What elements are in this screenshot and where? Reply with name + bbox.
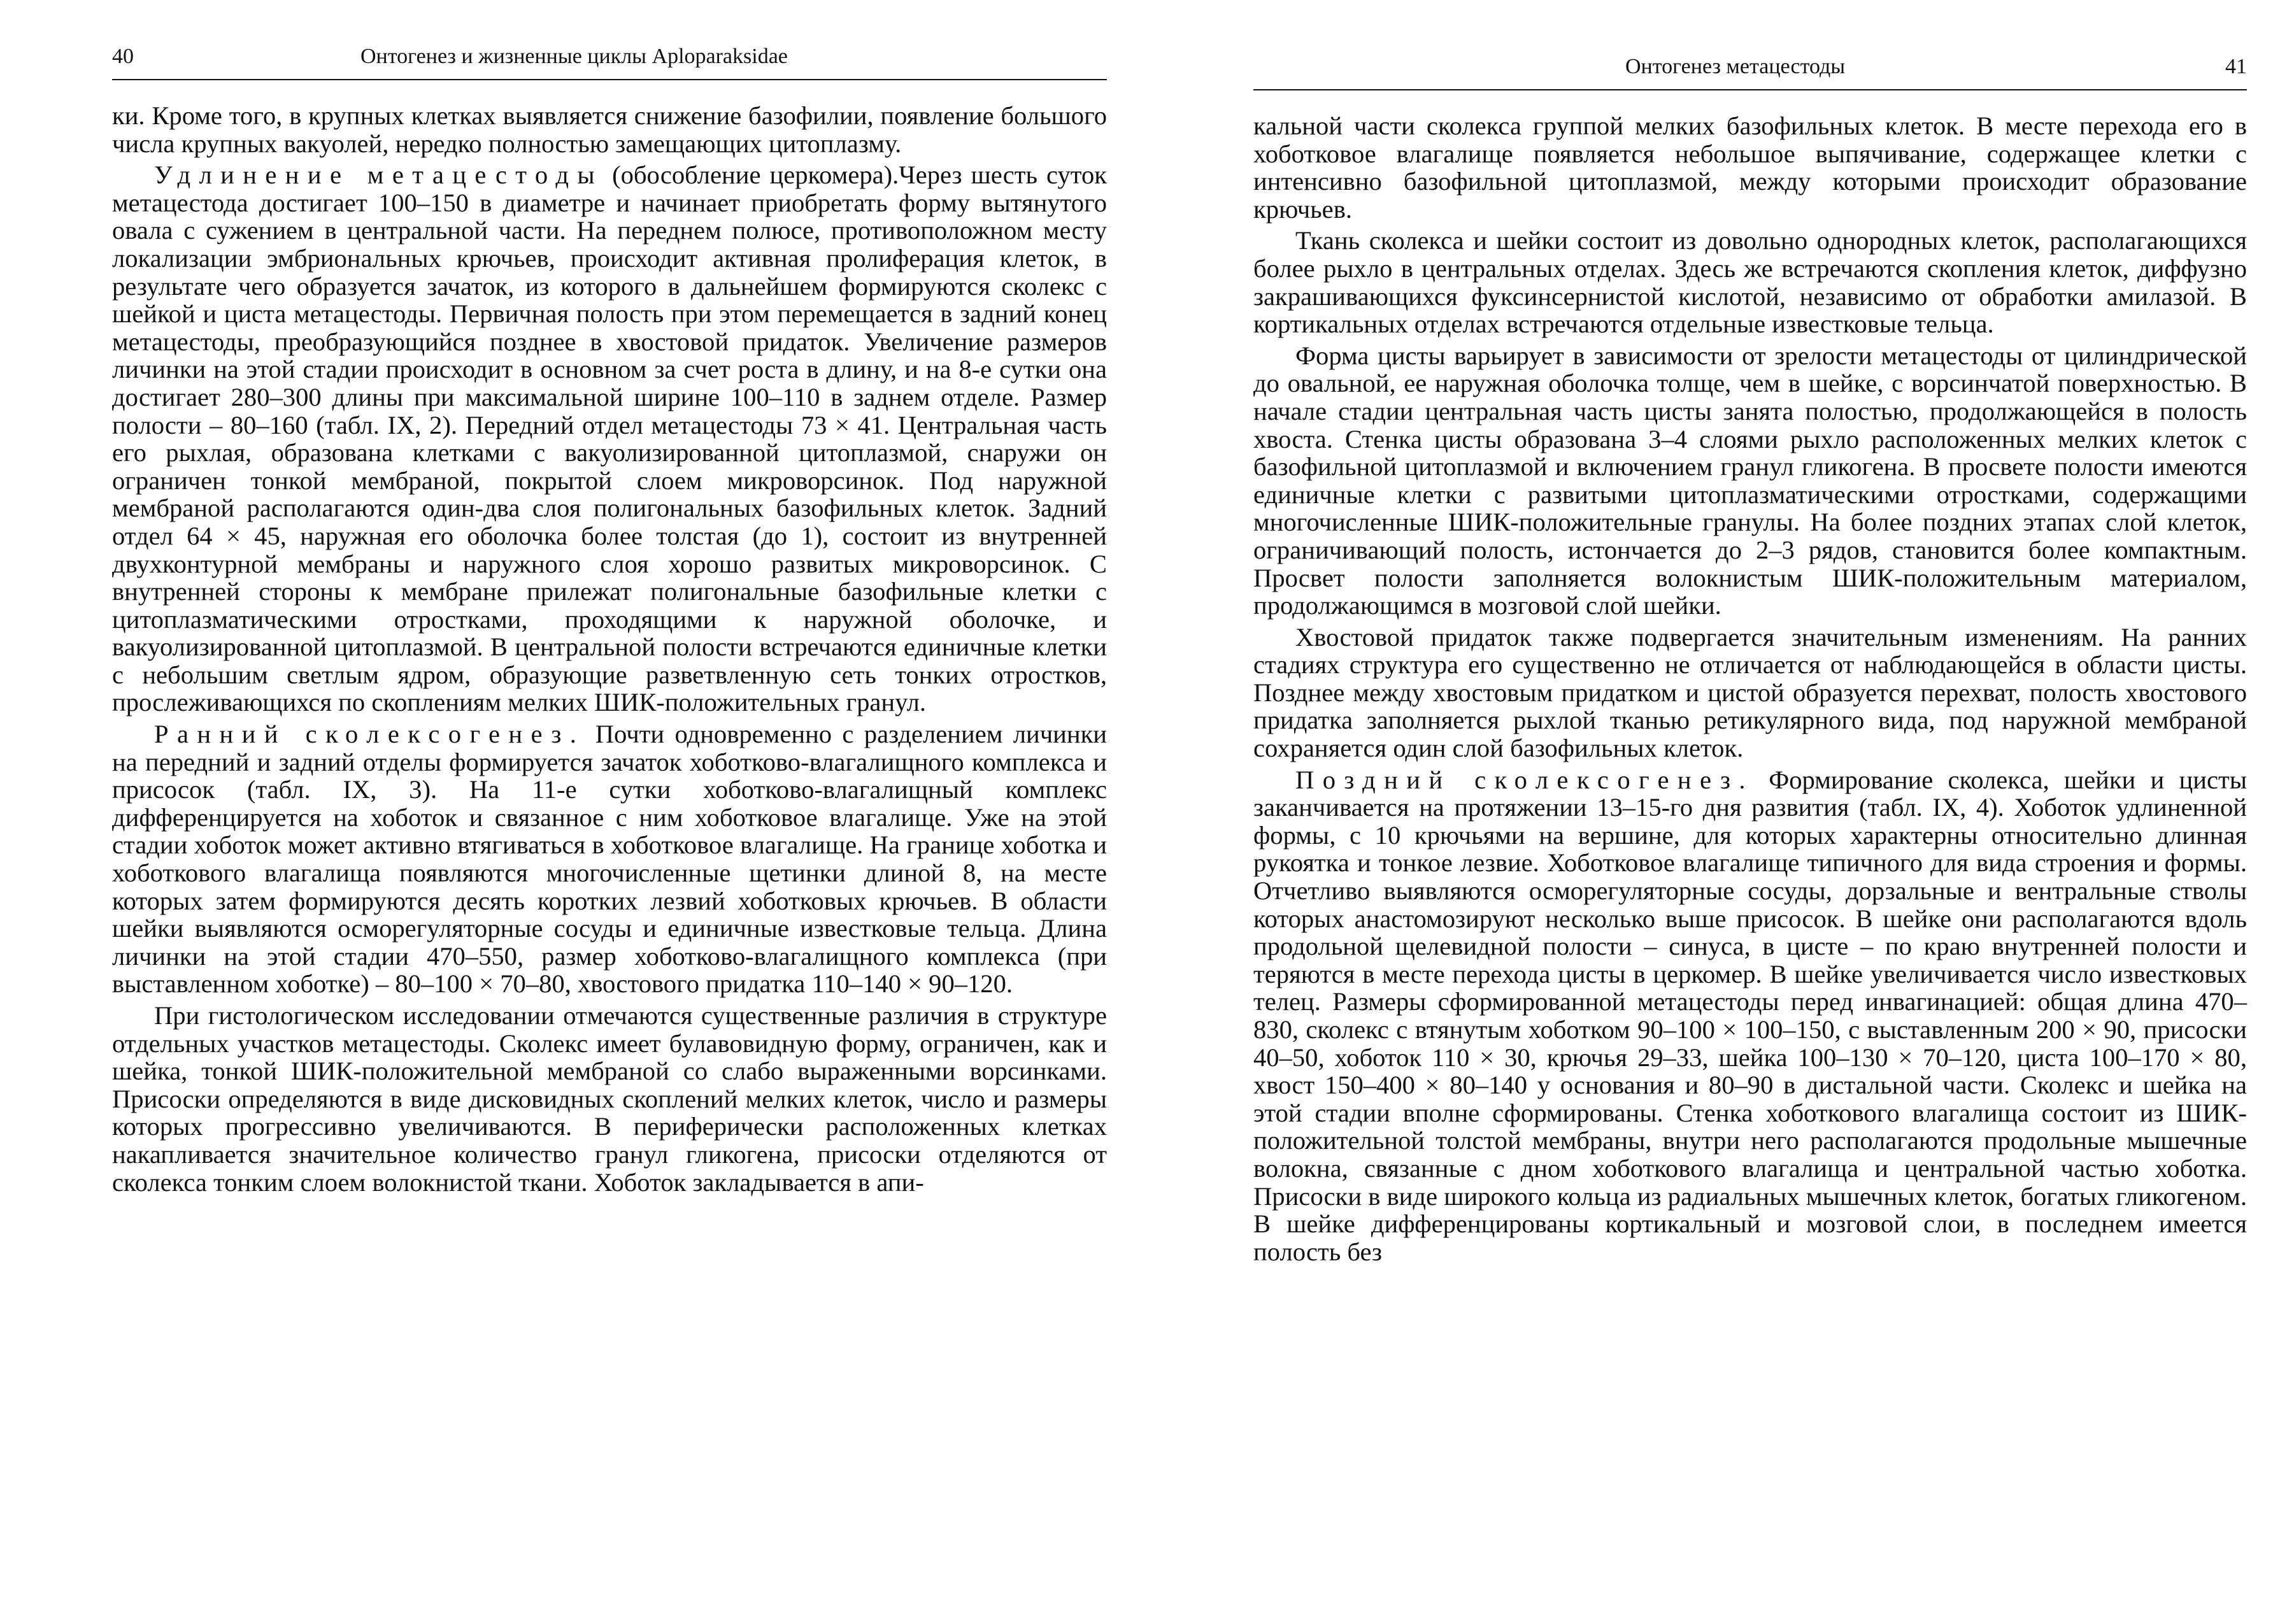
paragraph-text: (обособление церкомера).Через шесть суток метацестода достигает 100–150 в диаметре и начинает приобретать форму вытянутого овала с сужением в центральной части. На переднем полюсе, противоположном месту локализации эмбриональных крючьев, происходит активная пролиферация клеток, в результате чего образуется зачаток, из которого в дальнейшем формируются сколекс с шейкой и циста метацестоды. Первичная полость при этом перемещается в задний конец метацестоды, преобразующийся позднее в хвостовой придаток. Увеличение размеров личинки на этой стадии происходит в основном за счет роста в длину, и на 8-е сутки она достигает 280–300 длины при максимальной ширине 100–110 в заднем отделе. Размер полости – 80–160 (табл. IX, 2). Передний отдел метацестоды 73 × 41. Центральная часть его рыхлая, образована клетками с вакуолизированной цитоплазмой, снаружи он ограничен тонкой мембраной, покрытой слоем микроворсинок. Под наружной мембраной располагаются один-два слоя полигональных базофильных клеток. Задний отдел 64 × 45, наружная его оболочка более толстая (до 1), состоит из внутренней двухконтурной мембраны и наружного слоя хорошо развитых микроворсинок. С внутренней стороны к мембране прилежат полигональные базофильные клетки с цитоплазматическими отростками, проходящими к наружной оболочке, и вакуолизированной цитоплазмой. В центральной полости встречаются единичные клетки с небольшим светлым ядром, образующие разветвленную сеть тонких отростков, прослеживающихся по скоплениям мелких ШИК-положительных гранул. bbox=[112, 160, 1108, 717]
paragraph-text: Ткань сколекса и шейки состоит из довольно однородных клеток, располагающихся более рыхло в центральных отделах. Здесь же встречаются скопления клеток, диффузно закрашивающихся фуксинсернистой кислотой, независимо от обработки амилазой. В кортикальных отделах встречаются отдельные известковые тельца. bbox=[1253, 226, 2247, 339]
paragraph-text: кальной части сколекса группой мелких базофильных клеток. В месте перехода его в хоботковое влагалище появляется небольшое выпячивание, содержащее клетки с интенсивно базофильной цитоплазмой, между которыми происходит образование крючьев. bbox=[1253, 111, 2247, 224]
section-lead: Поздний сколексогенез. bbox=[1295, 765, 1754, 794]
left-page-body bbox=[112, 102, 1107, 1196]
paragraph bbox=[1253, 227, 2247, 338]
paragraph-text: Форма цисты варьирует в зависимости от зрелости метацестоды от цилиндрической до овальной, ее наружная оболочка толще, чем в шейке, с ворсинчатой поверхностью. В начале стадии центральная часть цисты занята полостью, продолжающейся в полость хвоста. Стенка цисты образована 3–4 слоями рыхло расположенных мелких клеток с базофильной цитоплазмой и включением гранул гликогена. В просвете полости имеются единичные клетки с развитыми цитоплазматическими отростками, содержащими многочисленные ШИК-положительные гранулы. На более поздних этапах слой клеток, ограничивающий полость, истончается до 2–3 рядов, становится более компактным. Просвет полости заполняется волокнистым ШИК-положительным материалом, продолжающимся в мозговой слой шейки. bbox=[1253, 341, 2247, 620]
right-page-body bbox=[1253, 112, 2247, 1265]
paragraph-text: Формирование сколекса, шейки и цисты заканчивается на протяжении 13–15-го дня развития (табл. IX, 4). Хоботок удлиненной формы, с 10 крючьями на вершине, для которых характерны относительно длинная рукоятка и тонкое лезвие. Хоботковое влагалище типичного для вида строения и формы. Отчетливо выявляются осморегуляторные сосуды, дорзальные и вентральные стволы которых анастомозируют несколько выше присосок. В шейке они располагаются вдоль продольной щелевидной полости – синуса, в цисте – по краю внутренней полости и теряются в месте перехода цисты в церкомер. В шейке увеличивается число известковых телец. Размеры сформированной метацестоды перед инвагинацией: общая длина 470–830, сколекс с втянутым хоботком 90–100 × 100–150, с выставленным 200 × 90, присоски 40–50, хоботок 110 × 30, крючья 29–33, шейка 100–130 × 70–120, циста 100–170 × 80, хвост 150–400 × 80–140 у основания и 80–90 в дистальной части. Сколекс и шейка на этой стадии вполне сформированы. Стенка хоботкового влагалища состоит из ШИК-положительной толстой мембраны, внутри него располагаются продольные мышечные волокна, связанные с дном хоботкового влагалища и центральной частью хоботка. Присоски в виде широкого кольца из радиальных мышечных клеток, богатых гликогеном. В шейке дифференцированы кортикальный и мозговой слои, в последнем имеется полость без bbox=[1253, 765, 2247, 1266]
right-page-number: 41 bbox=[2225, 55, 2247, 78]
paragraph bbox=[1253, 112, 2247, 223]
paragraph bbox=[1253, 342, 2247, 620]
right-running-title: Онтогенез метацестоды bbox=[1625, 55, 1846, 78]
paragraph bbox=[1253, 623, 2247, 762]
paragraph-text: Почти одновременно с разделением личинки на передний и задний отделы формируется зачаток хоботково-влагалищного комплекса и присосок (табл. IX, 3). На 11-е сутки хоботково-влагалищный комплекс дифференцируется на хоботок и связанное с ним хоботковое влагалище. Уже на этой стадии хоботок может активно втягиваться в хоботковое влагалище. На границе хоботка и хоботкового влагалища появляются многочисленные щетинки длиной 8, на месте которых затем формируются десять коротких лезвий хоботковых крючьев. В области шейки выявляются осморегуляторные сосуды и единичные известковые тельца. Длина личинки на этой стадии 470–550, размер хоботково-влагалищного комплекса (при выставленном хоботке) – 80–100 × 70–80, хвостового придатка 110–140 × 90–120. bbox=[112, 720, 1107, 999]
paragraph-text: При гистологическом исследовании отмечаются существенные различия в структуре отдельных участков метацестоды. Сколекс имеет булавовидную форму, ограничен, как и шейка, тонкой ШИК-положительной мембраной со слабо выраженными ворсинками. Присоски определяются в виде дисковидных скоплений мелких клеток, число и размеры которых прогрессивно увеличиваются. В периферически расположенных клетках накапливается значительное количество гранул гликогена, присоски отделяются от сколекса тонким слоем волокнистой ткани. Хоботок закладывается в апи- bbox=[112, 1001, 1107, 1197]
paragraph bbox=[1253, 766, 2247, 1266]
left-page-header bbox=[112, 34, 1107, 80]
right-page bbox=[1140, 0, 2280, 1624]
paragraph bbox=[112, 102, 1107, 157]
paragraph bbox=[112, 1002, 1107, 1196]
left-page-number: 40 bbox=[112, 45, 134, 68]
section-lead: Ранний сколексогенез. bbox=[154, 720, 585, 749]
right-page-header bbox=[1253, 45, 2247, 90]
paragraph bbox=[112, 161, 1107, 716]
paragraph bbox=[112, 720, 1107, 998]
paragraph-text: ки. Кроме того, в крупных клетках выявляется снижение базофилии, появление большого числа крупных вакуолей, нередко полностью замещающих цитоплазму. bbox=[112, 101, 1107, 158]
paragraph-text: Хвостовой придаток также подвергается значительным изменениям. На ранних стадиях структура его существенно не отличается от наблюдающейся в области цисты. Позднее между хвостовым придатком и цистой образуется перехват, полость хвостового придатка заполняется рыхлой тканью ретикулярного вида, под наружной мембраной сохраняется один слой базофильных клеток. bbox=[1253, 622, 2247, 763]
left-running-title: Онтогенез и жизненные циклы Aploparaksidae bbox=[360, 45, 788, 68]
section-lead: Удлинение метацестоды bbox=[154, 160, 604, 190]
